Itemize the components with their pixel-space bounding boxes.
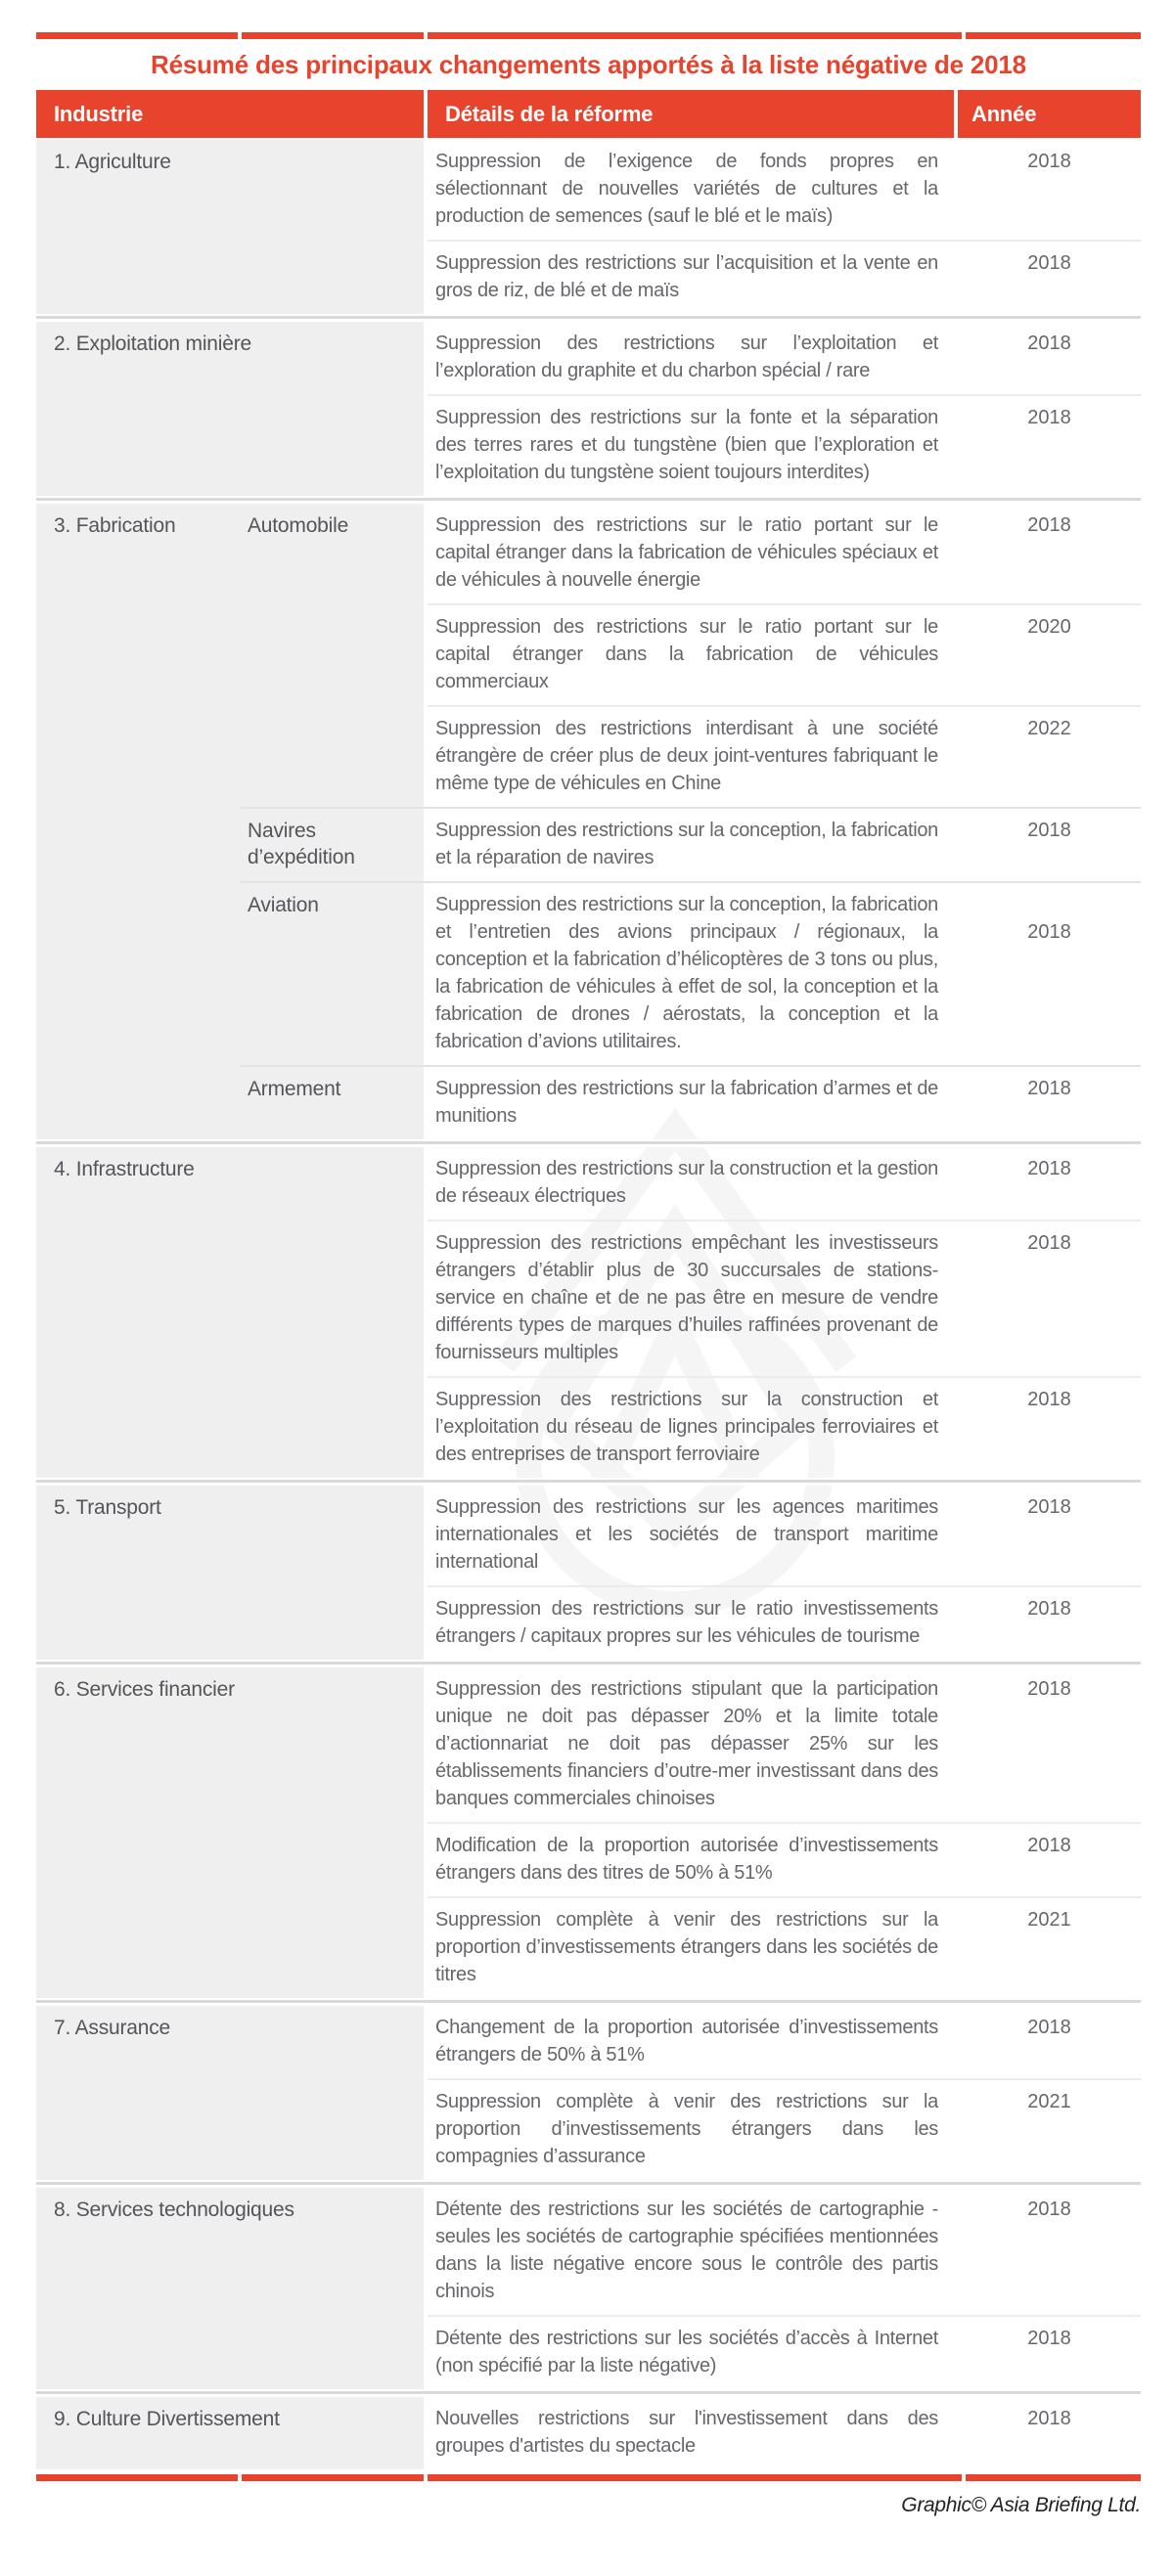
table-row [428,1220,1141,1376]
subsection-column [240,504,1141,1139]
section-details [428,883,1141,1065]
reform-detail: Suppression des restrictions sur la construction et l’exploitation du réseau de lignes principales ferroviaires et des entreprises de transport ferroviaire [435,1389,938,1465]
industry-label: 6. Services financier [36,1667,424,1998]
reform-detail: Suppression des restrictions sur le ratio portant sur le capital étranger dans la fabrication de véhicules spéciaux et de véhicules à nouvelle énergie [435,514,938,591]
section-divider [36,496,1141,504]
subsection-label: Navires d’expédition [240,809,424,881]
table-row [428,394,1141,496]
reform-detail: Suppression complète à venir des restrictions sur la proportion d’investissements étrangers dans les compagnies d’assurance [435,2091,938,2167]
reform-year: 2018 [1027,1678,1071,1700]
industry-label: 4. Infrastructure [36,1147,424,1478]
reform-detail: Suppression des restrictions sur le ratio investissements étrangers / capitaux propres sur les véhicules de tourisme [435,1598,938,1647]
section-details [428,1486,1141,1660]
section-infrastructure [36,1147,1141,1478]
reform-year: 2018 [1027,1158,1071,1179]
table-row [428,1667,1141,1822]
reform-year: 2018 [1027,2198,1071,2220]
section-details [428,1667,1141,1998]
reform-year: 2018 [1027,1232,1071,1254]
section-divider [36,314,1141,322]
reform-year: 2018 [1027,1389,1071,1410]
section-details [428,2397,1141,2469]
section-financial-services [36,1667,1141,1998]
section-details [428,2188,1141,2389]
reform-detail: Suppression des restrictions sur la conception, la fabrication et l’entretien des avions principaux / régionaux, la conception et la fabrication d’hélicoptères de 3 tons ou plus, la fabrication de véhicules à effet de sol, la conception et la fabrication de drones / aérostats, la conception et la fabrication d’avions utilitaires. [435,894,938,1052]
subsection-label: Armement [240,1067,424,1139]
table-row [428,1896,1141,1998]
reform-detail: Suppression des restrictions sur l’exploitation et l’exploration du graphite et du charbon spécial / rare [435,333,938,381]
reform-year: 2018 [1027,1078,1071,1099]
industry-label: 3. Fabrication [36,504,240,1139]
bottom-rule [36,2474,1141,2481]
section-insurance [36,2006,1141,2180]
top-rule [36,32,1141,39]
section-transport [36,1486,1141,1660]
section-technology-services [36,2188,1141,2389]
section-details [428,322,1141,496]
reform-year: 2018 [1027,1598,1071,1620]
section-details [428,1067,1141,1139]
section-details [428,2006,1141,2180]
industry-label: 8. Services technologiques [36,2188,424,2389]
section-divider [36,2180,1141,2188]
reform-year: 2018 [1027,820,1071,841]
reform-year: 2018 [1027,407,1071,428]
reform-year: 2022 [1027,718,1071,739]
table-row [428,322,1141,394]
section-details [428,504,1141,807]
reform-detail: Suppression des restrictions sur la fabrication d’armes et de munitions [435,1078,938,1127]
table-row [428,1376,1141,1478]
table-row [428,1486,1141,1585]
subsection-shipping [240,807,1141,881]
bottom-rule-segment [428,2474,962,2481]
column-header-industry: Industrie [36,90,424,138]
reform-detail: Suppression des restrictions sur le ratio portant sur le capital étranger dans la fabrication de véhicules commerciaux [435,616,938,692]
section-divider [36,1660,1141,1667]
section-mining [36,322,1141,496]
section-details [428,140,1141,314]
reform-year: 2020 [1027,616,1071,638]
bottom-rule-segment [966,2474,1141,2481]
reform-year: 2018 [1027,252,1071,274]
section-agriculture [36,140,1141,314]
section-details [428,1147,1141,1478]
reform-year: 2018 [1027,1496,1071,1518]
reform-year: 2021 [1027,2091,1071,2112]
industry-label: 2. Exploitation minière [36,322,424,496]
subsection-armament [240,1065,1141,1139]
reform-detail: Suppression des restrictions sur l’acquisition et la vente en gros de riz, de blé et de maïs [435,252,938,301]
table-header-row [36,90,1141,138]
section-divider [36,1478,1141,1486]
reform-detail: Suppression des restrictions stipulant que la participation unique ne doit pas dépasser 20% et la limite totale d’actionnariat ne doit pas dépasser 25% sur les établissements financiers d’outre-mer investissant dans des banques commerciales chinoises [435,1678,938,1809]
reform-detail: Modification de la proportion autorisée d’investissements étrangers dans des titres de 50% à 51% [435,1835,938,1884]
reform-year: 2018 [1027,514,1071,536]
reform-year: 2021 [1027,1909,1071,1931]
section-culture-entertainment [36,2397,1141,2469]
column-header-details: Détails de la réforme [428,90,954,138]
column-header-year: Année [958,90,1141,138]
section-divider [36,1998,1141,2006]
reform-year: 2018 [1027,2328,1071,2349]
table-row [428,240,1141,314]
reform-detail: Suppression des restrictions interdisant à une société étrangère de créer plus de deux joint-ventures fabriquant le même type de véhicules en Chine [435,718,938,794]
industry-label: 5. Transport [36,1486,424,1660]
reform-year: 2018 [1027,151,1071,172]
graphic-credit: Graphic© Asia Briefing Ltd. [901,2494,1141,2516]
reform-detail: Nouvelles restrictions sur l'investissement dans des groupes d'artistes du spectacle [435,2408,938,2457]
section-divider [36,1139,1141,1147]
table-row [428,2006,1141,2078]
table-row [428,705,1141,807]
industry-label: 7. Assurance [36,2006,424,2180]
reform-detail: Suppression de l’exigence de fonds propres en sélectionnant de nouvelles variétés de cultures et la production de semences (sauf le blé et le maïs) [435,151,938,227]
subsection-label: Automobile [240,504,424,807]
reform-year: 2018 [1027,1835,1071,1856]
bottom-rule-segment [36,2474,238,2481]
reform-year: 2018 [1027,921,1071,943]
table-row [428,1585,1141,1660]
top-rule-segment [428,32,962,39]
table-row [428,504,1141,603]
table-row [428,1147,1141,1220]
table-row [428,2397,1141,2469]
reform-year: 2018 [1027,333,1071,354]
reform-detail: Changement de la proportion autorisée d’investissements étrangers de 50% à 51% [435,2017,938,2065]
table-row [428,2078,1141,2180]
reform-detail: Suppression des restrictions sur la fonte et la séparation des terres rares et du tungstène (bien que l’exploration et l’exploitation du tungstène soient toujours interdites) [435,407,938,483]
subsection-label: Aviation [240,883,424,1065]
table-row [428,1067,1141,1139]
table-row [428,1822,1141,1896]
page-title: Résumé des principaux changements apportés à la liste négative de 2018 [151,50,1026,79]
industry-label: 9. Culture Divertissement [36,2397,424,2469]
subsection-aviation [240,881,1141,1065]
reform-detail: Suppression des restrictions sur les agences maritimes internationales et les sociétés de transport maritime international [435,1496,938,1573]
top-rule-segment [966,32,1141,39]
top-rule-segment [36,32,238,39]
subsection-automobile [240,504,1141,807]
table-row [428,603,1141,705]
reform-detail: Détente des restrictions sur les sociétés d’accès à Internet (non spécifié par la liste négative) [435,2328,938,2376]
reform-detail: Suppression des restrictions empêchant les investisseurs étrangers d’établir plus de 30 succursales de stations-service en chaîne et de ne pas être en mesure de vendre différents types de marques d’huiles raffinées provenant de fournisseurs multiples [435,1232,938,1363]
reform-detail: Suppression des restrictions sur la construction et la gestion de réseaux électriques [435,1158,938,1207]
table-row [428,2188,1141,2315]
top-rule-segment [242,32,424,39]
table-row [428,140,1141,240]
reform-year: 2018 [1027,2408,1071,2429]
reform-detail: Suppression des restrictions sur la conception, la fabrication et la réparation de navires [435,820,938,868]
bottom-rule-segment [242,2474,424,2481]
section-details [428,809,1141,881]
table-row [428,2315,1141,2389]
reform-detail: Détente des restrictions sur les sociétés de cartographie - seules les sociétés de cartographie spécifiées mentionnées dans la liste négative encore sous le contrôle des partis chinois [435,2198,938,2302]
reform-detail: Suppression complète à venir des restrictions sur la proportion d’investissements étrangers dans les sociétés de titres [435,1909,938,1985]
section-divider [36,2389,1141,2397]
table-row [428,883,1141,1065]
infographic-table [36,32,1141,2517]
table-body [36,140,1141,2469]
industry-label: 1. Agriculture [36,140,424,314]
section-manufacturing [36,504,1141,1139]
table-row [428,809,1141,881]
reform-year: 2018 [1027,2017,1071,2038]
